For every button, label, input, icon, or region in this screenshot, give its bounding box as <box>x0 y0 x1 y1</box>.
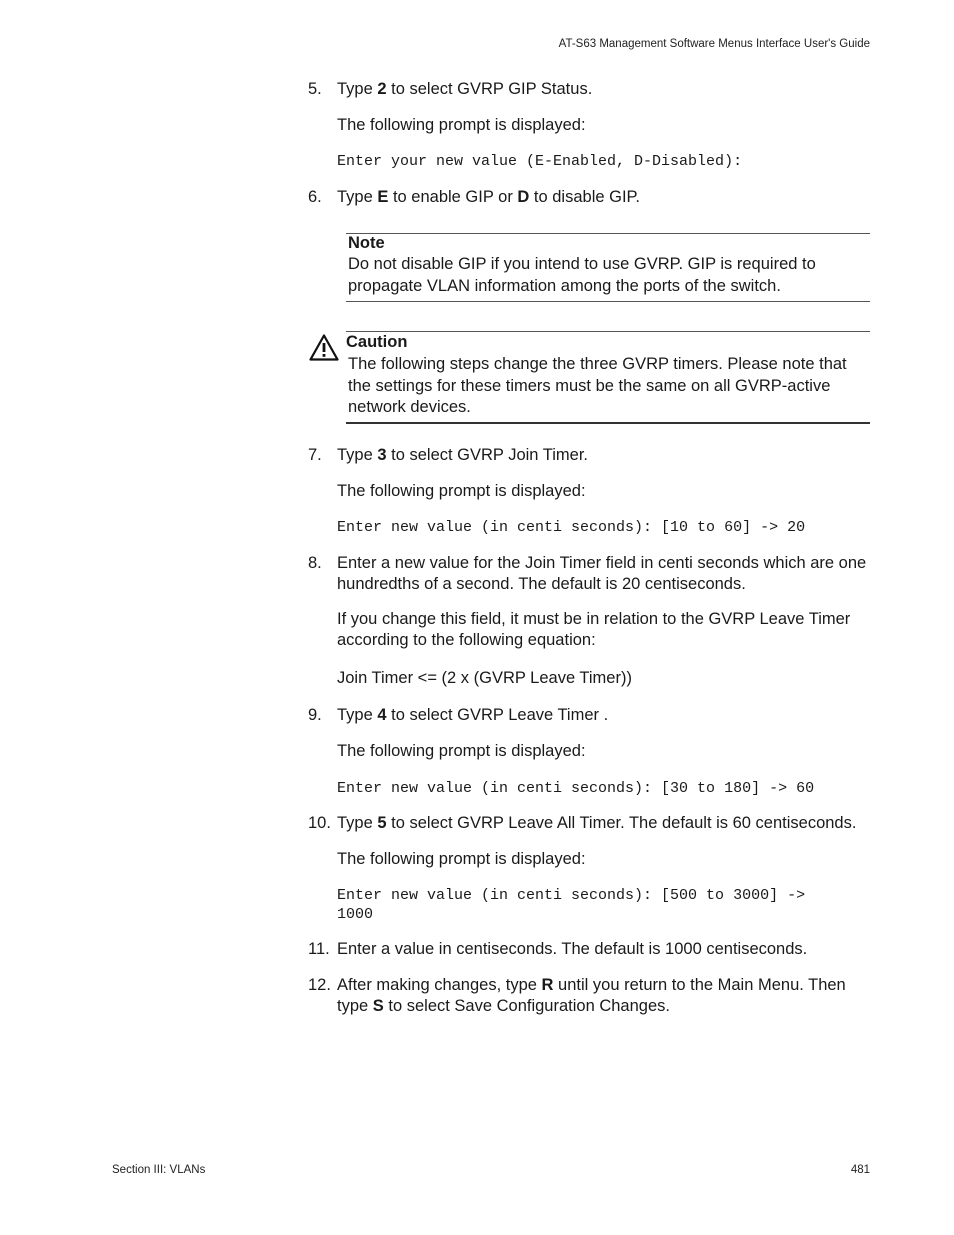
caution-text: The following steps change the three GVRP timers. Please note that the settings for these timers must be the same on all GVRP-active network devices. <box>348 355 847 416</box>
step-text: Type 3 to select GVRP Join Timer. <box>337 446 588 464</box>
warning-icon <box>309 334 339 361</box>
step-number: 6. <box>308 188 322 206</box>
note-text: Do not disable GIP if you intend to use GVRP. GIP is required to propagate VLAN information among the ports of the switch. <box>348 255 816 295</box>
prompt-label: The following prompt is displayed: <box>337 116 586 134</box>
step-number: 9. <box>308 706 322 724</box>
equation: Join Timer <= (2 x (GVRP Leave Timer)) <box>337 669 632 687</box>
note-title: Note <box>348 234 385 252</box>
code-leave-prompt: Enter new value (in centi seconds): [30 to 180] -> 60 <box>337 780 815 797</box>
step-text: Type 5 to select GVRP Leave All Timer. The default is 60 centiseconds. <box>337 814 857 832</box>
step-text: Type E to enable GIP or D to disable GIP. <box>337 188 641 206</box>
caution-bottom-rule <box>346 422 870 424</box>
step-text: Type 2 to select GVRP GIP Status. <box>337 80 593 98</box>
step-number: 8. <box>308 554 322 572</box>
prompt-label: The following prompt is displayed: <box>337 742 586 760</box>
page-number: 481 <box>850 1164 870 1176</box>
step-number: 11. <box>308 940 330 958</box>
step-number: 5. <box>308 80 322 98</box>
note-bottom-rule <box>346 301 870 302</box>
note-top-rule <box>346 233 870 234</box>
prompt-label: The following prompt is displayed: <box>337 482 586 500</box>
caution-top-rule <box>346 331 870 332</box>
code-gip-prompt: Enter your new value (E-Enabled, D-Disabled): <box>337 153 743 170</box>
running-header: AT-S63 Management Software Menus Interface User's Guide <box>558 38 870 50</box>
relation-paragraph: If you change this field, it must be in relation to the GVRP Leave Timer according to the following equation: <box>337 610 851 649</box>
step-text: After making changes, type R until you return to the Main Menu. Then type S to select Save Configuration Changes. <box>337 976 846 1015</box>
step-number: 12. <box>308 976 331 994</box>
step-text: Type 4 to select GVRP Leave Timer . <box>337 706 609 724</box>
code-leaveall-prompt: Enter new value (in centi seconds): [500 to 3000] -> 1000 <box>337 887 806 923</box>
code-join-prompt: Enter new value (in centi seconds): [10 to 60] -> 20 <box>337 519 806 536</box>
step-text: Enter a value in centiseconds. The default is 1000 centiseconds. <box>337 940 808 958</box>
step-number: 10. <box>308 814 331 832</box>
caution-title: Caution <box>346 333 408 351</box>
step-text: Enter a new value for the Join Timer field in centi seconds which are one hundredths of a second. The default is 20 centiseconds. <box>337 554 867 593</box>
prompt-label: The following prompt is displayed: <box>337 850 586 868</box>
footer-section: Section III: VLANs <box>112 1164 206 1176</box>
step-number: 7. <box>308 446 322 464</box>
